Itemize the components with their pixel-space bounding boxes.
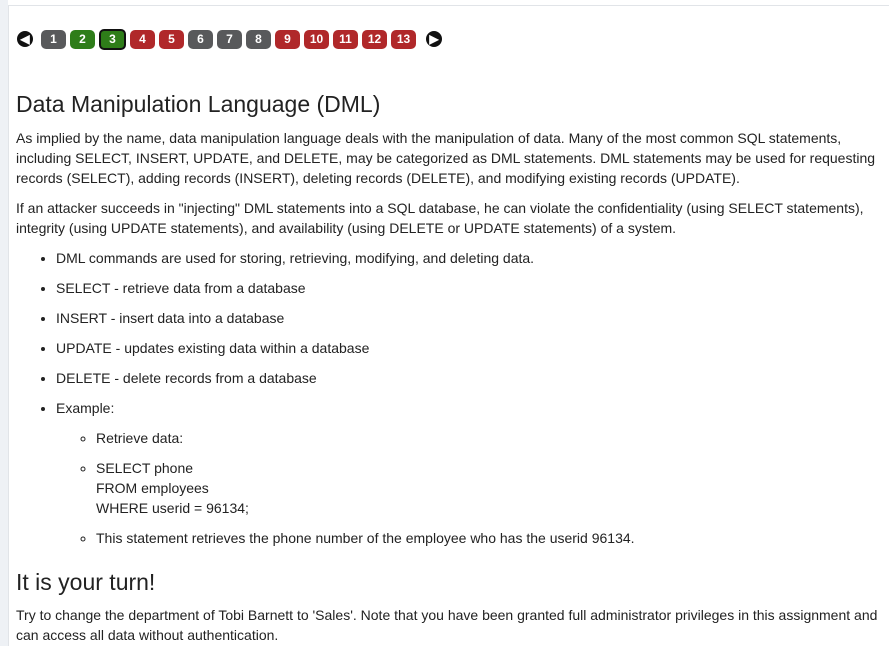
page-button-2[interactable]: 2 <box>70 30 95 49</box>
page-list <box>41 29 420 50</box>
assignment-text: Try to change the department of Tobi Barnett to 'Sales'. Note that you have been granted full administrator privileges in this assignment and can access all data without authentication. <box>16 607 878 643</box>
example-sublist <box>56 428 856 548</box>
dml-bullet-list <box>16 248 856 558</box>
list-item: • INSERT - insert data into a database <box>56 308 856 328</box>
page-button-3[interactable]: 3 <box>99 29 126 50</box>
page-button-11[interactable]: 11 <box>333 30 358 49</box>
page-button-1[interactable]: 1 <box>41 30 66 49</box>
page-button-10[interactable]: 10 <box>304 30 329 49</box>
page-button-5[interactable]: 5 <box>159 30 184 49</box>
list-item: • DELETE - delete records from a database <box>56 368 856 388</box>
list-item: • UPDATE - updates existing data within a database <box>56 338 856 358</box>
list-item-example <box>56 398 856 548</box>
example-explanation: ◦ This statement retrieves the phone number of the employee who has the userid 96134. <box>96 528 856 548</box>
page-button-8[interactable]: 8 <box>246 30 271 49</box>
arrow-left-circle-icon[interactable]: ◀ <box>17 31 33 47</box>
page-button-6[interactable]: 6 <box>188 30 213 49</box>
page-button-13[interactable]: 13 <box>391 30 416 49</box>
code-line: ◦ SELECT phone <box>96 460 194 476</box>
page-button-12[interactable]: 12 <box>362 30 387 49</box>
arrow-right-circle-icon[interactable]: ▶ <box>426 31 442 47</box>
intro-paragraph: As implied by the name, data manipulation language deals with the manipulation of data. Many of the most common SQL statements, including SELECT, INSERT, UPDATE, and DELETE, may be categorized as DML statements. DML statements may be used for requesting records (SELECT), adding records (INSERT), deleting records (DELETE), and modifying existing records (UPDATE). <box>16 130 876 186</box>
code-line: FROM employees <box>96 480 209 496</box>
page-button-7[interactable]: 7 <box>217 30 242 49</box>
assignment-title: It is your turn! <box>16 569 156 595</box>
section-title: Data Manipulation Language (DML) <box>16 91 381 117</box>
injection-paragraph: If an attacker succeeds in "injecting" DML statements into a SQL database, he can violate the confidentiality (using SELECT statements), integrity (using UPDATE statements), and availability (using DELETE or UPDATE statements) of a system. <box>16 200 864 236</box>
list-item: • SELECT - retrieve data from a database <box>56 278 856 298</box>
lesson-pager <box>17 28 442 50</box>
page-button-9[interactable]: 9 <box>275 30 300 49</box>
code-line: WHERE userid = 96134; <box>96 500 249 516</box>
retrieve-data-label: ◦ Retrieve data: <box>96 428 856 448</box>
example-sql-code <box>96 458 856 518</box>
top-border <box>8 0 889 6</box>
left-sidebar-strip <box>0 0 9 646</box>
page-button-4[interactable]: 4 <box>130 30 155 49</box>
example-label: Example: <box>56 400 115 416</box>
list-item: • DML commands are used for storing, retrieving, modifying, and deleting data. <box>56 248 856 268</box>
